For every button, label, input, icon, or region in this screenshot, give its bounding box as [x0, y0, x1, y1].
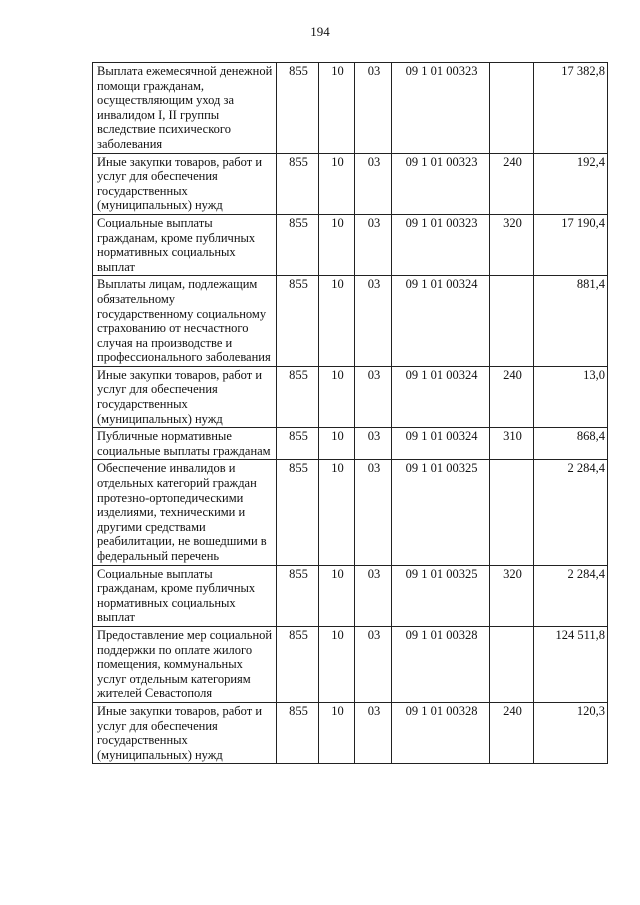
- ministry-code-cell: 855: [277, 565, 319, 626]
- amount-cell: 17 382,8: [534, 63, 608, 154]
- amount-cell: 881,4: [534, 276, 608, 367]
- expense-type-cell: 320: [490, 214, 534, 275]
- section-cell: 10: [319, 153, 355, 214]
- table-row: [93, 565, 608, 626]
- amount-cell: 17 190,4: [534, 214, 608, 275]
- target-article-cell: 09 1 01 00325: [392, 565, 490, 626]
- row-name-cell: Социальные выплаты гражданам, кроме публичных нормативных социальных выплат: [93, 214, 277, 275]
- target-article-cell: 09 1 01 00324: [392, 276, 490, 367]
- subsection-cell: 03: [355, 702, 392, 763]
- subsection-cell: 03: [355, 626, 392, 702]
- expense-type-cell: [490, 460, 534, 565]
- table-row: [93, 153, 608, 214]
- table-body: [93, 63, 608, 764]
- budget-table: [92, 62, 608, 764]
- amount-cell: 2 284,4: [534, 565, 608, 626]
- ministry-code-cell: 855: [277, 428, 319, 460]
- table-row: [93, 460, 608, 565]
- table-row: [93, 214, 608, 275]
- amount-cell: 2 284,4: [534, 460, 608, 565]
- table-row: [93, 626, 608, 702]
- ministry-code-cell: 855: [277, 460, 319, 565]
- target-article-cell: 09 1 01 00328: [392, 626, 490, 702]
- row-name-cell: Иные закупки товаров, работ и услуг для обеспечения государственных (муниципальных) нужд: [93, 153, 277, 214]
- amount-cell: 124 511,8: [534, 626, 608, 702]
- section-cell: 10: [319, 702, 355, 763]
- ministry-code-cell: 855: [277, 153, 319, 214]
- amount-cell: 120,3: [534, 702, 608, 763]
- row-name-cell: Выплата ежемесячной денежной помощи гражданам, осуществляющим уход за инвалидом I, II группы вследствие психического заболевания: [93, 63, 277, 154]
- target-article-cell: 09 1 01 00325: [392, 460, 490, 565]
- expense-type-cell: 310: [490, 428, 534, 460]
- subsection-cell: 03: [355, 214, 392, 275]
- expense-type-cell: [490, 63, 534, 154]
- target-article-cell: 09 1 01 00323: [392, 153, 490, 214]
- subsection-cell: 03: [355, 565, 392, 626]
- target-article-cell: 09 1 01 00323: [392, 214, 490, 275]
- expense-type-cell: 240: [490, 153, 534, 214]
- subsection-cell: 03: [355, 366, 392, 427]
- row-name-cell: Социальные выплаты гражданам, кроме публичных нормативных социальных выплат: [93, 565, 277, 626]
- table-row: [93, 276, 608, 367]
- ministry-code-cell: 855: [277, 366, 319, 427]
- target-article-cell: 09 1 01 00324: [392, 366, 490, 427]
- target-article-cell: 09 1 01 00323: [392, 63, 490, 154]
- section-cell: 10: [319, 276, 355, 367]
- subsection-cell: 03: [355, 153, 392, 214]
- row-name-cell: Обеспечение инвалидов и отдельных категорий граждан протезно-ортопедическими изделиями, техническими и другими средствами реабилитации, не вошедшими в федеральный перечень: [93, 460, 277, 565]
- ministry-code-cell: 855: [277, 702, 319, 763]
- row-name-cell: Иные закупки товаров, работ и услуг для обеспечения государственных (муниципальных) нужд: [93, 366, 277, 427]
- expense-type-cell: [490, 276, 534, 367]
- subsection-cell: 03: [355, 63, 392, 154]
- subsection-cell: 03: [355, 276, 392, 367]
- table-row: [93, 366, 608, 427]
- ministry-code-cell: 855: [277, 276, 319, 367]
- section-cell: 10: [319, 63, 355, 154]
- ministry-code-cell: 855: [277, 626, 319, 702]
- section-cell: 10: [319, 428, 355, 460]
- subsection-cell: 03: [355, 460, 392, 565]
- expense-type-cell: 320: [490, 565, 534, 626]
- subsection-cell: 03: [355, 428, 392, 460]
- amount-cell: 192,4: [534, 153, 608, 214]
- table-row: [93, 428, 608, 460]
- section-cell: 10: [319, 214, 355, 275]
- target-article-cell: 09 1 01 00324: [392, 428, 490, 460]
- expense-type-cell: 240: [490, 366, 534, 427]
- amount-cell: 868,4: [534, 428, 608, 460]
- expense-type-cell: [490, 626, 534, 702]
- row-name-cell: Иные закупки товаров, работ и услуг для обеспечения государственных (муниципальных) нужд: [93, 702, 277, 763]
- row-name-cell: Выплаты лицам, подлежащим обязательному государственному социальному страхованию от несчастного случая на производстве и профессионального заболевания: [93, 276, 277, 367]
- ministry-code-cell: 855: [277, 214, 319, 275]
- ministry-code-cell: 855: [277, 63, 319, 154]
- target-article-cell: 09 1 01 00328: [392, 702, 490, 763]
- table-row: [93, 702, 608, 763]
- row-name-cell: Публичные нормативные социальные выплаты гражданам: [93, 428, 277, 460]
- row-name-cell: Предоставление мер социальной поддержки по оплате жилого помещения, коммунальных услуг отдельным категориям жителей Севастополя: [93, 626, 277, 702]
- page-number: 194: [310, 24, 330, 39]
- table-row: [93, 63, 608, 154]
- section-cell: 10: [319, 460, 355, 565]
- section-cell: 10: [319, 626, 355, 702]
- amount-cell: 13,0: [534, 366, 608, 427]
- expense-type-cell: 240: [490, 702, 534, 763]
- section-cell: 10: [319, 366, 355, 427]
- section-cell: 10: [319, 565, 355, 626]
